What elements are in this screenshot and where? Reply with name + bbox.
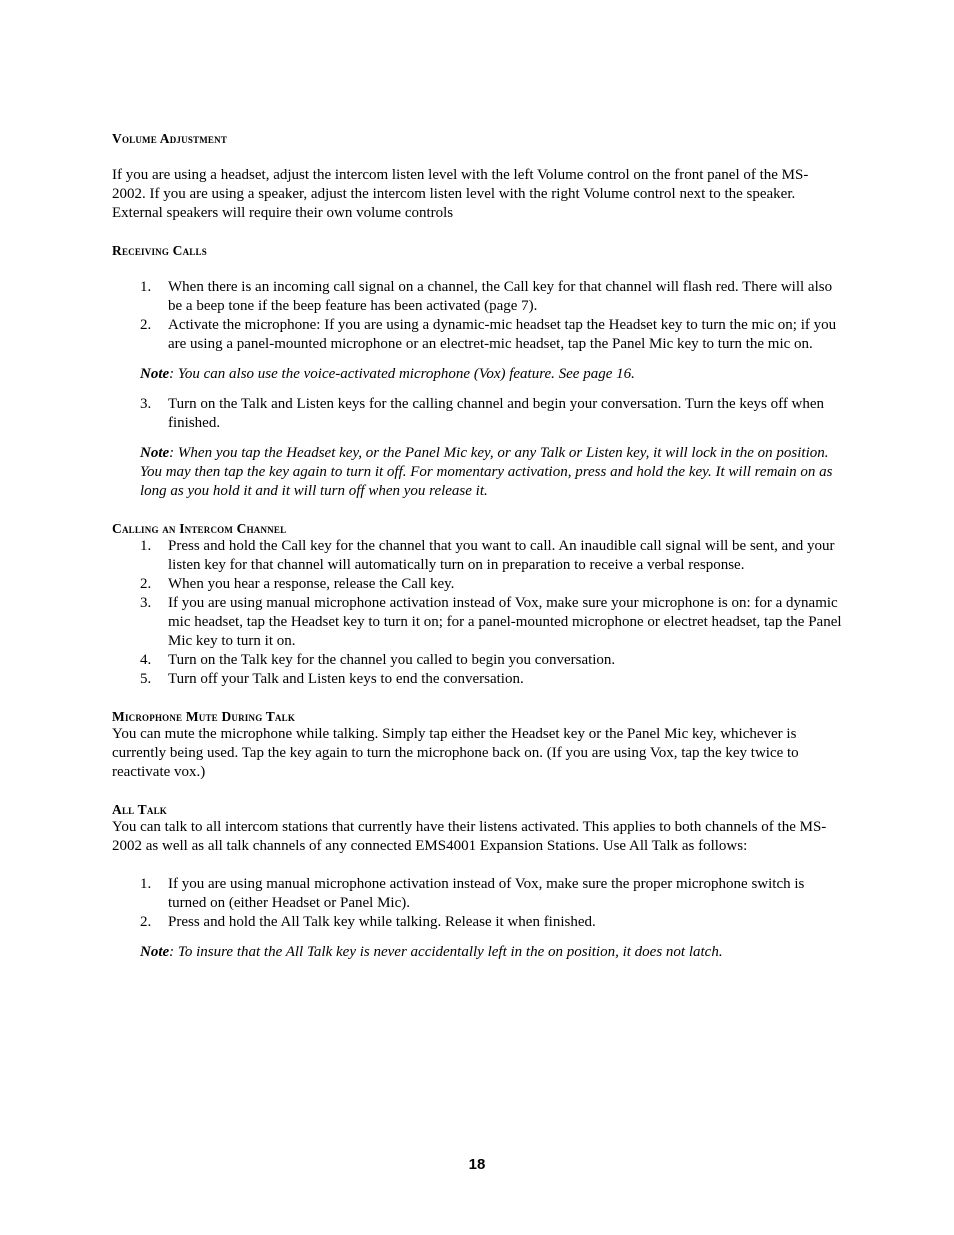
list-number: 2. [140, 576, 152, 592]
list-text: Activate the microphone: If you are using a dynamic-mic headset tap the Headset key to turn the mic on; if you are using a panel-mounted microphone or an electret-mic headset, tap the Panel Mic key to turn the mic on. [168, 317, 837, 352]
note-text: : You can also use the voice-activated microphone (Vox) feature. See page 16. [169, 366, 635, 382]
note-label: Note [140, 445, 170, 461]
list-item [112, 594, 842, 651]
list-number: 2. [140, 317, 152, 333]
list-number: 1. [140, 876, 152, 892]
list-item [112, 913, 842, 932]
heading-microphone-mute: Microphone Mute During Talk [112, 709, 296, 724]
all-talk-paragraph: You can talk to all intercom stations that currently have their listens activated. This applies to both channels of the MS-2002 as well as all talk channels of any connected EMS4001 Expansion Stations. Use All Talk as follows: [112, 819, 827, 854]
list-text: Press and hold the Call key for the channel that you want to call. An inaudible call signal will be sent, and your listen key for that channel will automatically turn on in preparation to receive a verbal response. [168, 538, 835, 573]
page-number: 18 [468, 1156, 486, 1173]
note-key-lock [112, 444, 842, 501]
list-item [112, 316, 842, 354]
calling-list [112, 537, 842, 689]
list-number: 1. [140, 279, 152, 295]
note-text: : To insure that the All Talk key is never accidentally left in the on position, it does not latch. [169, 944, 723, 960]
list-number: 5. [140, 671, 152, 687]
all-talk-list [112, 875, 842, 932]
note-label: Note [140, 944, 170, 960]
note-text: : When you tap the Headset key, or the Panel Mic key, or any Talk or Listen key, it will lock in the on position. You may then tap the key again to turn it off. For momentary activation, press and hold the key. It will remain on as long as you hold it and it will turn off when you release it. [140, 445, 833, 499]
mute-paragraph: You can mute the microphone while talking. Simply tap either the Headset key or the Panel Mic key, whichever is currently being used. Tap the key again to turn the microphone back on. (If you are using Vox, tap the key twice to reactivate vox.) [112, 726, 799, 780]
list-text: When you hear a response, release the Call key. [168, 576, 455, 592]
list-number: 1. [140, 538, 152, 554]
document-body [112, 130, 842, 962]
receiving-list [112, 278, 842, 354]
list-item [112, 670, 842, 689]
heading-receiving-calls: Receiving Calls [112, 243, 207, 258]
list-item [112, 537, 842, 575]
note-vox [112, 365, 842, 384]
list-item [112, 651, 842, 670]
list-item [112, 575, 842, 594]
list-text: If you are using manual microphone activation instead of Vox, make sure your microphone is on: for a dynamic mic headset, tap the Headset key to turn it on; for a panel-mounted microphone or electret headset, tap the Panel Mic key to turn it on. [168, 595, 842, 649]
list-text: If you are using manual microphone activation instead of Vox, make sure the proper microphone switch is turned on (either Headset or Panel Mic). [168, 876, 805, 911]
list-number: 3. [140, 396, 152, 412]
heading-volume-adjustment: Volume Adjustment [112, 131, 228, 146]
receiving-list-continued [112, 395, 842, 433]
list-text: Turn on the Talk key for the channel you called to begin you conversation. [168, 652, 616, 668]
list-item [112, 278, 842, 316]
list-number: 4. [140, 652, 152, 668]
list-item [112, 875, 842, 913]
note-all-talk [112, 943, 842, 962]
list-text: When there is an incoming call signal on a channel, the Call key for that channel will flash red. There will also be a beep tone if the beep feature has been activated (page 7). [168, 279, 833, 314]
list-text: Turn on the Talk and Listen keys for the calling channel and begin your conversation. Turn the keys off when finished. [168, 396, 825, 431]
volume-paragraph: If you are using a headset, adjust the intercom listen level with the left Volume control on the front panel of the MS-2002. If you are using a speaker, adjust the intercom listen level with the right Volume control next to the speaker. External speakers will require their own volume controls [112, 167, 809, 221]
list-text: Turn off your Talk and Listen keys to end the conversation. [168, 671, 524, 687]
heading-all-talk: All Talk [112, 802, 167, 817]
list-number: 2. [140, 914, 152, 930]
heading-calling-intercom-channel: Calling an Intercom Channel [112, 521, 287, 536]
note-label: Note [140, 366, 170, 382]
list-text: Press and hold the All Talk key while talking. Release it when finished. [168, 914, 596, 930]
list-number: 3. [140, 595, 152, 611]
list-item [112, 395, 842, 433]
